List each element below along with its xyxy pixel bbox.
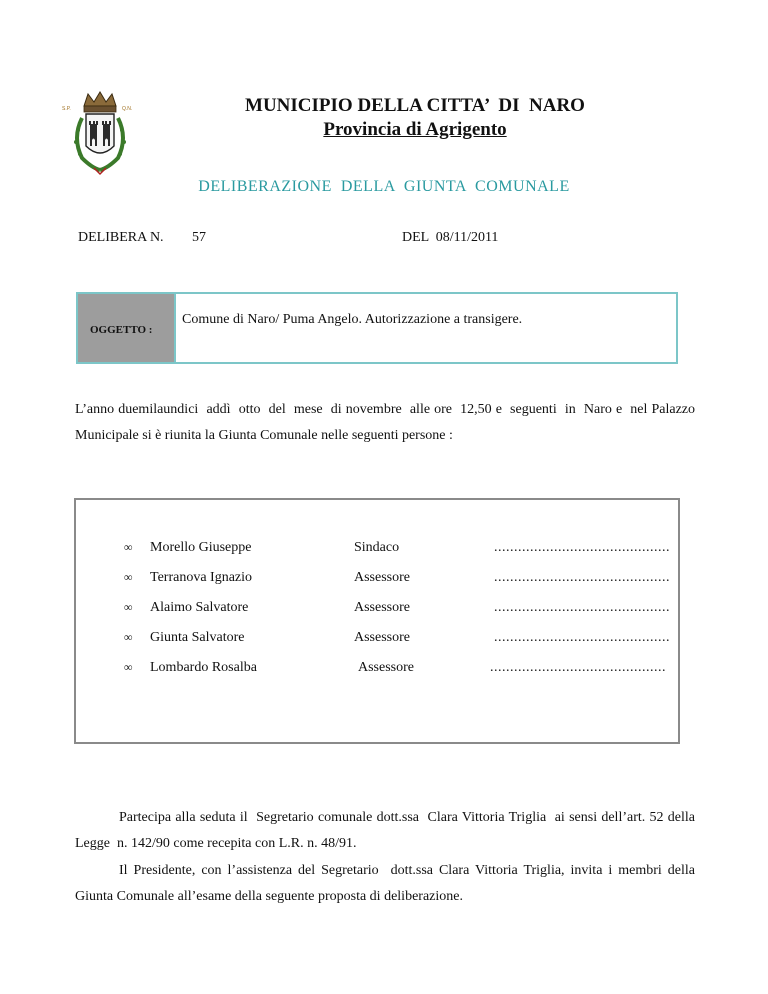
infinity-bullet-icon: ∞ bbox=[124, 630, 133, 644]
member-role: Assessore bbox=[358, 660, 414, 675]
member-row bbox=[76, 630, 678, 650]
member-name: Terranova Ignazio bbox=[150, 570, 253, 585]
document-title: DELIBERAZIONE DELLA GIUNTA COMUNALE bbox=[198, 178, 570, 195]
delibera-date: DEL 08/11/2011 bbox=[402, 230, 499, 245]
member-role: Assessore bbox=[354, 600, 410, 615]
signature-line: ............................................ bbox=[490, 660, 666, 675]
municipality-header bbox=[200, 94, 630, 142]
signature-line: ............................................ bbox=[494, 630, 670, 645]
member-row bbox=[76, 660, 678, 680]
members-box bbox=[74, 498, 680, 744]
intro-paragraph: L’anno duemilaundici addì otto del mese di novembre alle ore 12,50 e seguenti in Naro e nel Palazzo Municipale si è riunita la Giunta Comunale nelle seguenti persone : bbox=[75, 402, 699, 443]
province-subtitle: Provincia di Agrigento bbox=[323, 119, 507, 140]
municipality-title: MUNICIPIO DELLA CITTA’ DI NARO bbox=[245, 95, 585, 116]
infinity-bullet-icon: ∞ bbox=[124, 600, 133, 614]
member-role: Assessore bbox=[354, 570, 410, 585]
infinity-bullet-icon: ∞ bbox=[124, 660, 133, 674]
member-name: Lombardo Rosalba bbox=[150, 660, 257, 675]
oggetto-label-cell bbox=[78, 294, 176, 362]
member-row bbox=[76, 570, 678, 590]
oggetto-box bbox=[76, 292, 678, 364]
segretario-paragraph: Partecipa alla seduta il Segretario comunale dott.ssa Clara Vittoria Triglia ai sensi dell’art. 52 della Legge n. 142/90 come recepita con L.R. n. 48/91. bbox=[75, 810, 699, 851]
member-role: Sindaco bbox=[354, 540, 400, 555]
oggetto-label: OGGETTO : bbox=[90, 324, 153, 336]
member-row bbox=[76, 600, 678, 620]
signature-line: ............................................ bbox=[494, 600, 670, 615]
signature-line: ............................................ bbox=[494, 570, 670, 585]
member-name: Alaimo Salvatore bbox=[150, 600, 249, 615]
infinity-bullet-icon: ∞ bbox=[124, 540, 133, 554]
oggetto-text: Comune di Naro/ Puma Angelo. Autorizzazione a transigere. bbox=[182, 312, 523, 327]
svg-text:Q.N.: Q.N. bbox=[122, 106, 133, 112]
member-name: Giunta Salvatore bbox=[150, 630, 245, 645]
member-role: Assessore bbox=[354, 630, 410, 645]
signature-line: ............................................ bbox=[494, 540, 670, 555]
delibera-number: 57 bbox=[192, 230, 206, 245]
infinity-bullet-icon: ∞ bbox=[124, 570, 133, 584]
presidente-paragraph: Il Presidente, con l’assistenza del Segretario dott.ssa Clara Vittoria Triglia, invita i membri della Giunta Comunale all’esame della seguente proposta di deliberazione. bbox=[75, 863, 699, 904]
svg-text:S.P.: S.P. bbox=[62, 106, 71, 112]
coat-of-arms-logo bbox=[60, 88, 140, 178]
member-row bbox=[76, 540, 678, 560]
member-name: Morello Giuseppe bbox=[150, 540, 252, 555]
delibera-label: DELIBERA N. bbox=[78, 230, 164, 245]
